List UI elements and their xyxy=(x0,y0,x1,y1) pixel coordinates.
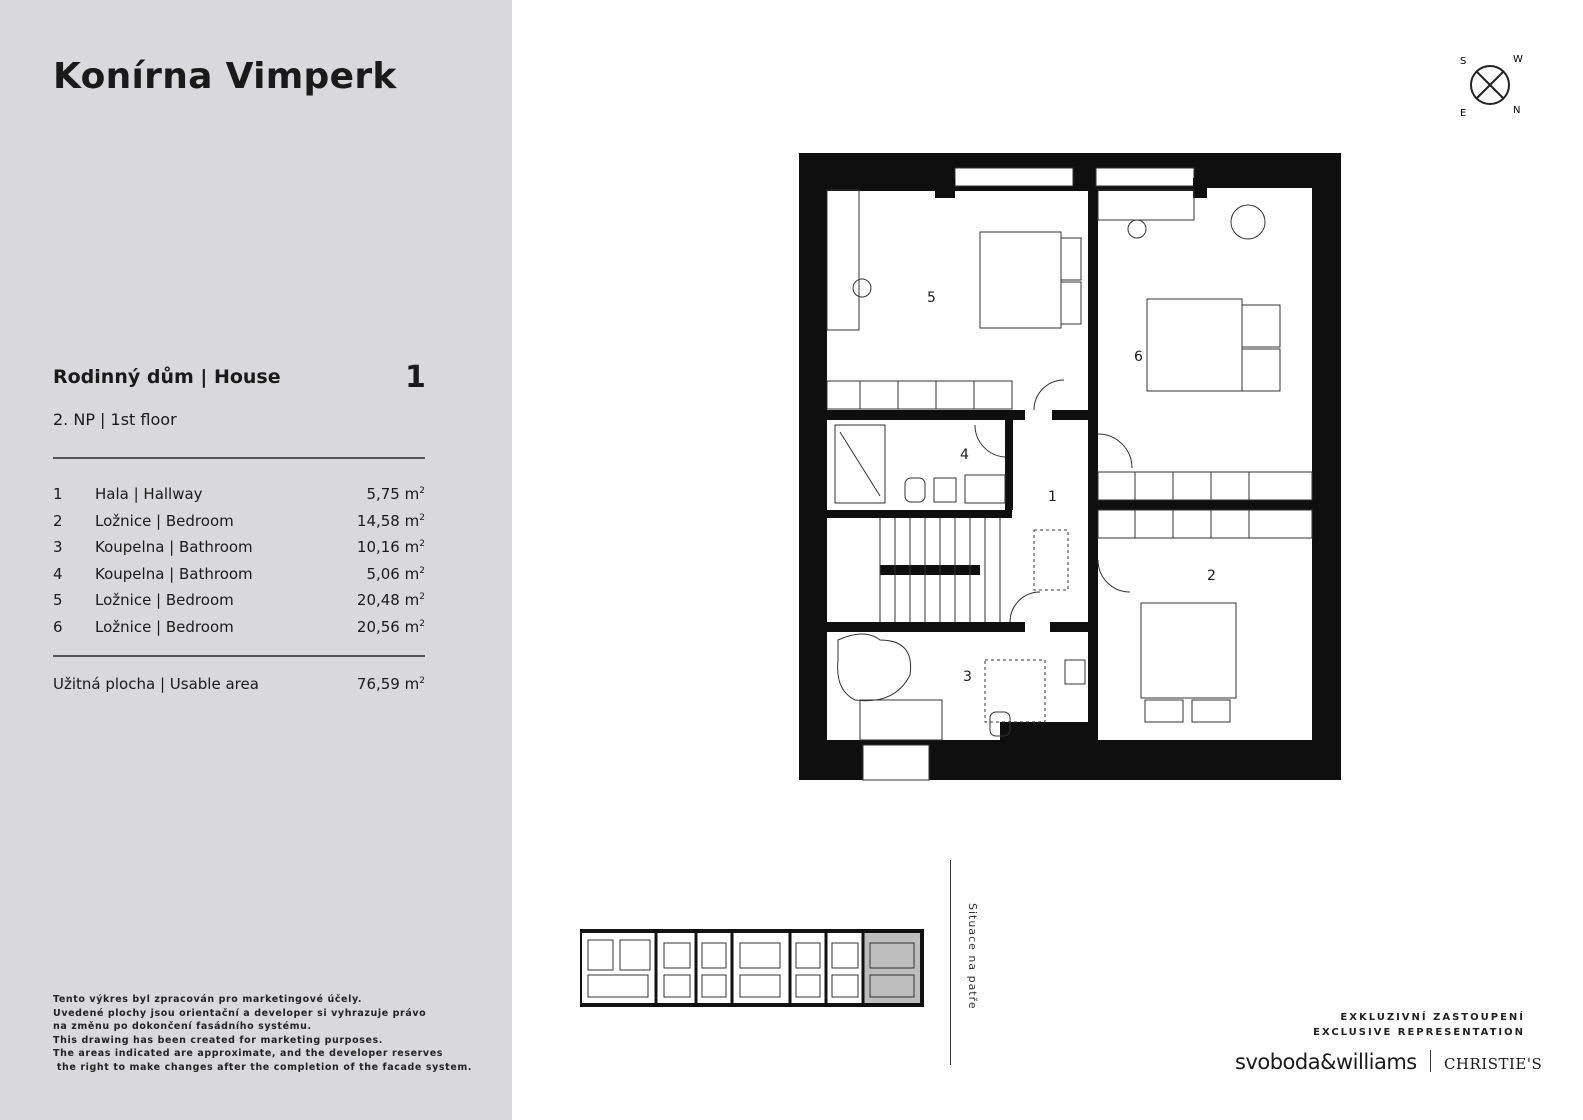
info-panel xyxy=(0,0,512,1120)
plan-label-4: 4 xyxy=(960,447,969,463)
room-name: Hala | Hallway xyxy=(95,485,203,503)
exclusive-representation xyxy=(1313,1010,1525,1040)
disclaimer-line: na změnu po dokončení fasádního systému. xyxy=(53,1021,312,1032)
interior-fill xyxy=(827,188,1312,740)
disclaimer xyxy=(53,993,503,1074)
brand-logos xyxy=(1235,1050,1542,1080)
representation-line: EXKLUZIVNÍ ZASTOUPENÍ xyxy=(1340,1012,1525,1023)
compass-e: E xyxy=(1460,108,1467,119)
plan-label-5: 5 xyxy=(927,290,936,306)
room-area: 5,06 $m^2$ xyxy=(366,564,425,583)
floor-plan xyxy=(780,145,1350,785)
room-area: 20,56 $m^2$ xyxy=(356,617,425,636)
room-number: 3 xyxy=(53,538,63,556)
room-row xyxy=(53,618,425,645)
separator-line xyxy=(950,860,951,1065)
disclaimer-line: Tento výkres byl zpracován pro marketingové účely. xyxy=(53,994,363,1005)
house-type: Rodinný dům | House xyxy=(53,366,281,388)
room-number: 4 xyxy=(53,564,63,583)
room-area: 5,75 $m^2$ xyxy=(366,485,425,503)
usable-area-value: 76,59 $m^2$ xyxy=(356,675,425,693)
room-row xyxy=(53,512,425,539)
room-name: Ložnice | Bedroom xyxy=(95,591,234,609)
partner-logo: CHRISTIE'S xyxy=(1443,1055,1543,1073)
disclaimer-line: The areas indicated are approximate, and the developer reserves xyxy=(53,1048,444,1059)
room-name: Koupelna | Bathroom xyxy=(95,538,253,556)
room-name: Koupelna | Bathroom xyxy=(95,564,253,583)
room-number: 2 xyxy=(53,511,63,530)
representation-line: EXCLUSIVE REPRESENTATION xyxy=(1313,1027,1525,1038)
compass-icon xyxy=(1455,50,1525,120)
room-row xyxy=(53,591,425,618)
room-area: 20,48 $m^2$ xyxy=(356,591,425,609)
disclaimer-line: Uvedené plochy jsou orientační a developer si vyhrazuje právo xyxy=(53,1007,427,1019)
room-number: 1 xyxy=(53,485,63,503)
usable-area-total xyxy=(53,675,425,699)
room-row xyxy=(53,565,425,592)
plan-label-6: 6 xyxy=(1134,349,1143,365)
plan-label-3: 3 xyxy=(963,669,972,685)
plan-label-2: 2 xyxy=(1207,568,1216,584)
room-row xyxy=(53,485,425,512)
compass-w: W xyxy=(1513,54,1523,65)
plan-label-1: 1 xyxy=(1048,489,1057,505)
room-name: Ložnice | Bedroom xyxy=(95,511,234,530)
site-plan xyxy=(580,925,925,1015)
room-area: 14,58 $m^2$ xyxy=(356,511,425,530)
room-number: 6 xyxy=(53,617,63,636)
house-number: 1 xyxy=(405,360,426,395)
room-area: 10,16 $m^2$ xyxy=(356,538,425,556)
divider xyxy=(53,655,425,657)
compass-s: S xyxy=(1460,56,1467,67)
logo-separator xyxy=(1430,1050,1431,1072)
project-title: Konírna Vimperk xyxy=(53,56,397,97)
disclaimer-line: This drawing has been created for marketing purposes. xyxy=(53,1034,383,1046)
compass-n: N xyxy=(1513,105,1521,116)
room-name: Ložnice | Bedroom xyxy=(95,617,234,636)
agency-logo: svoboda&williams xyxy=(1235,1050,1417,1074)
usable-area-label: Užitná plocha | Usable area xyxy=(53,675,259,693)
room-row xyxy=(53,538,425,565)
divider xyxy=(53,457,425,459)
site-plan-label: Situace na patře xyxy=(966,903,979,1010)
room-list xyxy=(53,485,425,644)
room-number: 5 xyxy=(53,591,63,609)
disclaimer-line: the right to make changes after the completion of the facade system. xyxy=(53,1061,473,1073)
floor-label: 2. NP | 1st floor xyxy=(53,410,177,429)
